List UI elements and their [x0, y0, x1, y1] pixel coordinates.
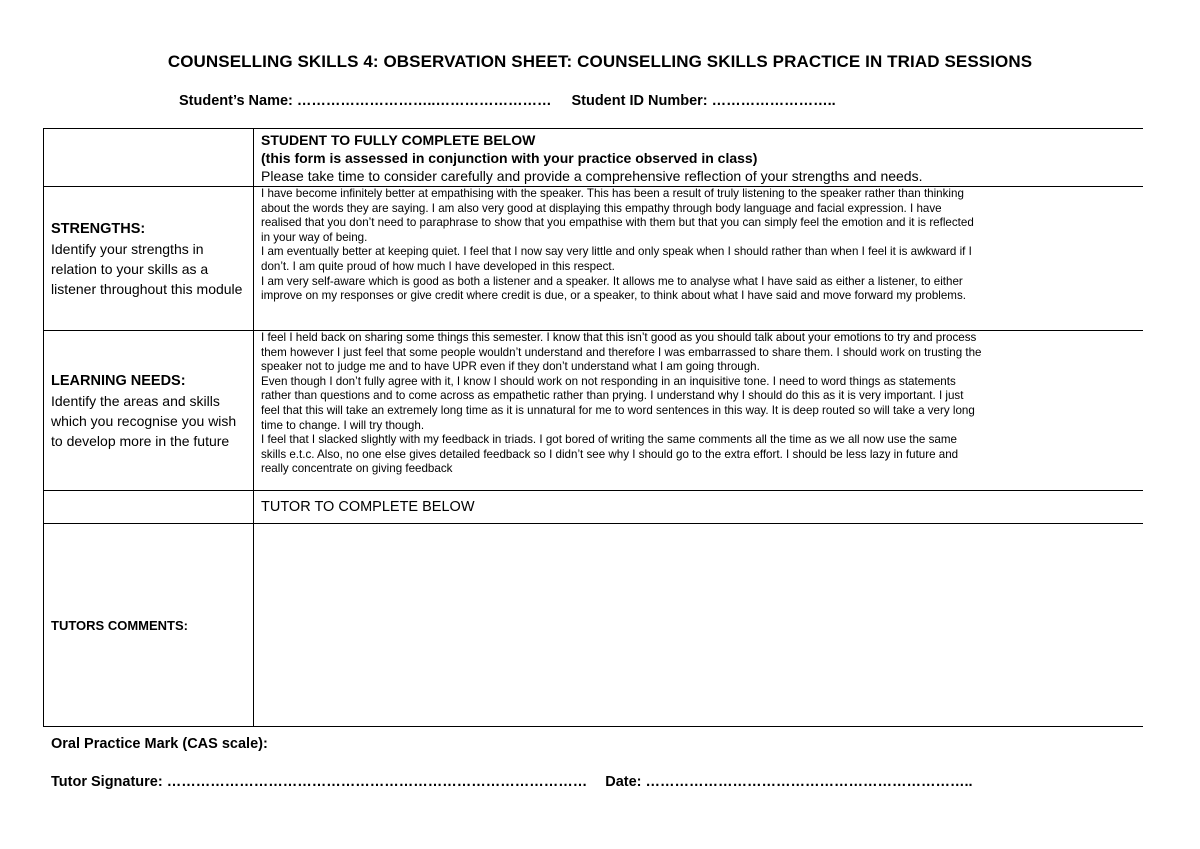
tutor-header-cell	[254, 491, 1144, 524]
student-header-row	[44, 129, 1144, 187]
strengths-line: I am very self-aware which is good as both a listener and a speaker. It allows me to analyse what I have said as either a listener, to either	[261, 274, 963, 288]
learning-needs-line: feel that this will take an extremely long time as it is unnatural for me to word sentences in this way. It is deep routed so will take a very long	[261, 403, 975, 417]
learning-needs-line: I feel that I slacked slightly with my feedback in triads. I got bored of writing the same comments all the time as we all now use the same	[261, 433, 957, 447]
learning-needs-line: I feel I held back on sharing some things this semester. I know that this isn’t good as you should talk about your emotions to try and process	[261, 331, 977, 344]
strengths-response-cell[interactable]	[254, 187, 1144, 331]
student-section-note: (this form is assessed in conjunction with your practice observed in class)	[261, 150, 758, 166]
strengths-line: in your way of being.	[261, 230, 368, 244]
learning-needs-line: rather than questions and to come across as empathetic rather than prying. I understand why I should do this as it is very important. I just	[261, 389, 964, 403]
tutor-section-heading: TUTOR TO COMPLETE BELOW	[261, 499, 475, 515]
strengths-line: about the words they are saying. I am also very good at displaying this empathy through body language and facial expression. I have	[261, 201, 942, 215]
strengths-label: STRENGTHS:	[51, 221, 146, 237]
tutor-signature-field[interactable]: Tutor Signature: ……………………………………………………………………………	[51, 774, 588, 790]
page-title: COUNSELLING SKILLS 4: OBSERVATION SHEET: COUNSELLING SKILLS PRACTICE IN TRIAD SESSIONS	[167, 52, 1033, 71]
student-header-cell	[254, 129, 1144, 187]
tutor-comments-field[interactable]	[254, 524, 1144, 727]
student-section-heading: STUDENT TO FULLY COMPLETE BELOW	[261, 132, 536, 148]
learning-needs-response-cell[interactable]	[254, 331, 1144, 491]
strengths-prompt: Identify your strengths in relation to your skills as a listener throughout this module	[51, 241, 243, 297]
date-field[interactable]: Date: …………………………………………………………..	[605, 774, 973, 790]
strengths-line: improve on my responses or give credit where credit is due, or a speaker, to think about what I have said and move forward my problems.	[261, 289, 966, 303]
learning-needs-line: them however I just feel that some people wouldn’t understand and therefore I was embarrassed to share them. I should work on trusting the	[261, 345, 982, 359]
learning-needs-label: LEARNING NEEDS:	[51, 373, 186, 389]
tutor-comments-row	[44, 524, 1144, 727]
oral-practice-mark-label: Oral Practice Mark (CAS scale):	[51, 736, 268, 752]
learning-needs-line: time to change. I will try though.	[261, 418, 425, 432]
tutor-header-row	[44, 491, 1144, 524]
observation-table	[43, 128, 1143, 727]
strengths-line: realised that you don’t need to paraphrase to show that you empathise with them but that you can simply feel the emotion and it is reflected	[261, 216, 974, 230]
learning-needs-label-cell	[44, 331, 254, 491]
strengths-line: don’t. I am quite proud of how much I have developed in this respect.	[261, 259, 615, 273]
learning-needs-line: skills e.t.c. Also, no one else gives detailed feedback so I didn’t see why I should go to the extra effort. I should be less lazy in future and	[261, 447, 959, 461]
learning-needs-line: Even though I don’t fully agree with it, I know I should work on not responding in an inquisitive tone. I need to word things as statements	[261, 374, 956, 388]
student-section-instruction: Please take time to consider carefully and provide a comprehensive reflection of your strengths and needs.	[261, 168, 923, 184]
student-id-line	[179, 93, 836, 109]
strengths-line: I am eventually better at keeping quiet. I feel that I now say very little and only speak when I should rather than when I feel it is awkward if I	[261, 245, 972, 259]
strengths-label-cell	[44, 187, 254, 331]
student-id-field[interactable]: Student ID Number: ……………………..	[571, 93, 836, 109]
learning-needs-line: really concentrate on giving feedback	[261, 462, 453, 476]
empty-cell	[44, 491, 254, 524]
tutor-comments-label-cell	[44, 524, 254, 727]
tutor-comments-label: TUTORS COMMENTS:	[51, 617, 188, 633]
strengths-line: I have become infinitely better at empathising with the speaker. This has been a result of truly listening to the speaker rather than thinking	[261, 187, 964, 200]
student-name-field[interactable]: Student’s Name: ………………………..……………………	[179, 93, 552, 109]
empty-cell	[44, 129, 254, 187]
learning-needs-line: speaker not to judge me and to have UPR even if they don’t understand what I am going through.	[261, 360, 760, 374]
signature-line	[51, 774, 973, 790]
learning-needs-row	[44, 331, 1144, 491]
learning-needs-prompt: Identify the areas and skills which you recognise you wish to develop more in the future	[51, 393, 237, 449]
strengths-row	[44, 187, 1144, 331]
